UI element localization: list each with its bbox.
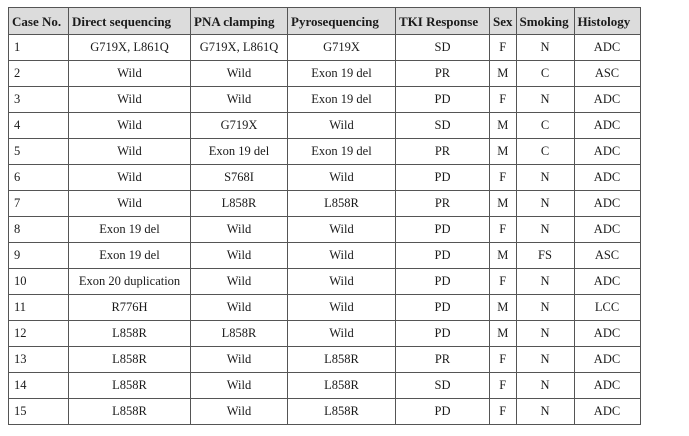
pyrosequencing-cell: L858R <box>288 191 396 217</box>
sex-cell: F <box>490 87 517 113</box>
sex-cell: M <box>490 321 517 347</box>
tki-response-cell: PD <box>396 321 490 347</box>
sex-cell: F <box>490 373 517 399</box>
tki-response-cell: PD <box>396 243 490 269</box>
pna-clamping-cell: Wild <box>191 269 288 295</box>
smoking-cell: N <box>516 373 574 399</box>
pna-clamping-cell: Wild <box>191 243 288 269</box>
direct-sequencing-cell: R776H <box>69 295 191 321</box>
table-row <box>9 35 641 61</box>
pyrosequencing-cell: Wild <box>288 217 396 243</box>
histology-cell: LCC <box>574 295 640 321</box>
direct-sequencing-cell: Wild <box>69 139 191 165</box>
direct-sequencing-cell: Wild <box>69 191 191 217</box>
histology-cell: ADC <box>574 113 640 139</box>
header-sex: Sex <box>490 8 517 35</box>
tki-response-cell: PD <box>396 269 490 295</box>
histology-cell: ADC <box>574 87 640 113</box>
smoking-cell: N <box>516 321 574 347</box>
tki-response-cell: PD <box>396 87 490 113</box>
table-body <box>9 35 641 425</box>
histology-cell: ADC <box>574 347 640 373</box>
pna-clamping-cell: S768I <box>191 165 288 191</box>
case-no-cell: 10 <box>9 269 69 295</box>
smoking-cell: N <box>516 87 574 113</box>
pyrosequencing-cell: Wild <box>288 243 396 269</box>
table-row <box>9 217 641 243</box>
table-row <box>9 191 641 217</box>
direct-sequencing-cell: L858R <box>69 321 191 347</box>
pna-clamping-cell: Exon 19 del <box>191 139 288 165</box>
pna-clamping-cell: Wild <box>191 87 288 113</box>
pyrosequencing-cell: Wild <box>288 321 396 347</box>
pyrosequencing-cell: Exon 19 del <box>288 61 396 87</box>
case-no-cell: 2 <box>9 61 69 87</box>
case-no-cell: 15 <box>9 399 69 425</box>
histology-cell: ADC <box>574 321 640 347</box>
pyrosequencing-cell: L858R <box>288 347 396 373</box>
histology-cell: ADC <box>574 399 640 425</box>
pyrosequencing-cell: L858R <box>288 399 396 425</box>
header-histology: Histology <box>574 8 640 35</box>
case-no-cell: 9 <box>9 243 69 269</box>
pyrosequencing-cell: Wild <box>288 165 396 191</box>
sex-cell: M <box>490 295 517 321</box>
sex-cell: M <box>490 113 517 139</box>
pyrosequencing-cell: Wild <box>288 269 396 295</box>
direct-sequencing-cell: Wild <box>69 87 191 113</box>
case-no-cell: 12 <box>9 321 69 347</box>
direct-sequencing-cell: L858R <box>69 399 191 425</box>
direct-sequencing-cell: Exon 20 duplication <box>69 269 191 295</box>
case-no-cell: 14 <box>9 373 69 399</box>
histology-cell: ADC <box>574 269 640 295</box>
smoking-cell: N <box>516 347 574 373</box>
sex-cell: F <box>490 399 517 425</box>
sex-cell: M <box>490 191 517 217</box>
tki-response-cell: PR <box>396 61 490 87</box>
tki-response-cell: PD <box>396 165 490 191</box>
case-no-cell: 3 <box>9 87 69 113</box>
case-no-cell: 8 <box>9 217 69 243</box>
smoking-cell: C <box>516 113 574 139</box>
histology-cell: ADC <box>574 35 640 61</box>
tki-response-cell: PR <box>396 139 490 165</box>
smoking-cell: N <box>516 399 574 425</box>
header-smoking: Smoking <box>516 8 574 35</box>
sex-cell: M <box>490 61 517 87</box>
histology-cell: ASC <box>574 61 640 87</box>
case-no-cell: 11 <box>9 295 69 321</box>
header-pna-clamping: PNA clamping <box>191 8 288 35</box>
pyrosequencing-cell: Wild <box>288 295 396 321</box>
tki-response-cell: PD <box>396 399 490 425</box>
table-row <box>9 243 641 269</box>
direct-sequencing-cell: L858R <box>69 347 191 373</box>
pyrosequencing-cell: G719X <box>288 35 396 61</box>
pna-clamping-cell: Wild <box>191 295 288 321</box>
histology-cell: ADC <box>574 165 640 191</box>
header-row <box>9 8 641 35</box>
direct-sequencing-cell: Exon 19 del <box>69 217 191 243</box>
header-case-no: Case No. <box>9 8 69 35</box>
sex-cell: M <box>490 243 517 269</box>
smoking-cell: FS <box>516 243 574 269</box>
table-row <box>9 295 641 321</box>
pyrosequencing-cell: Wild <box>288 113 396 139</box>
direct-sequencing-cell: Wild <box>69 165 191 191</box>
tki-response-cell: PD <box>396 295 490 321</box>
table-row <box>9 399 641 425</box>
pna-clamping-cell: Wild <box>191 217 288 243</box>
sex-cell: M <box>490 139 517 165</box>
smoking-cell: C <box>516 61 574 87</box>
table-row <box>9 165 641 191</box>
pyrosequencing-cell: Exon 19 del <box>288 87 396 113</box>
table-row <box>9 87 641 113</box>
case-no-cell: 5 <box>9 139 69 165</box>
tki-response-cell: PD <box>396 217 490 243</box>
smoking-cell: C <box>516 139 574 165</box>
table-row <box>9 139 641 165</box>
egfr-mutation-table <box>8 7 641 425</box>
pna-clamping-cell: G719X <box>191 113 288 139</box>
pyrosequencing-cell: L858R <box>288 373 396 399</box>
histology-cell: ASC <box>574 243 640 269</box>
direct-sequencing-cell: Exon 19 del <box>69 243 191 269</box>
table-row <box>9 113 641 139</box>
table-container <box>8 7 641 425</box>
smoking-cell: N <box>516 165 574 191</box>
table-header <box>9 8 641 35</box>
case-no-cell: 7 <box>9 191 69 217</box>
smoking-cell: N <box>516 295 574 321</box>
sex-cell: F <box>490 269 517 295</box>
tki-response-cell: SD <box>396 35 490 61</box>
table-row <box>9 347 641 373</box>
pna-clamping-cell: Wild <box>191 373 288 399</box>
smoking-cell: N <box>516 35 574 61</box>
case-no-cell: 1 <box>9 35 69 61</box>
direct-sequencing-cell: L858R <box>69 373 191 399</box>
smoking-cell: N <box>516 269 574 295</box>
histology-cell: ADC <box>574 217 640 243</box>
smoking-cell: N <box>516 217 574 243</box>
tki-response-cell: PR <box>396 347 490 373</box>
table-row <box>9 373 641 399</box>
direct-sequencing-cell: Wild <box>69 61 191 87</box>
header-pyrosequencing: Pyrosequencing <box>288 8 396 35</box>
histology-cell: ADC <box>574 191 640 217</box>
pna-clamping-cell: Wild <box>191 399 288 425</box>
direct-sequencing-cell: G719X, L861Q <box>69 35 191 61</box>
direct-sequencing-cell: Wild <box>69 113 191 139</box>
table-row <box>9 61 641 87</box>
pna-clamping-cell: L858R <box>191 321 288 347</box>
smoking-cell: N <box>516 191 574 217</box>
case-no-cell: 6 <box>9 165 69 191</box>
header-tki-response: TKI Response <box>396 8 490 35</box>
sex-cell: F <box>490 217 517 243</box>
histology-cell: ADC <box>574 373 640 399</box>
pna-clamping-cell: Wild <box>191 61 288 87</box>
header-direct-sequencing: Direct sequencing <box>69 8 191 35</box>
table-row <box>9 321 641 347</box>
sex-cell: F <box>490 165 517 191</box>
histology-cell: ADC <box>574 139 640 165</box>
tki-response-cell: SD <box>396 373 490 399</box>
pna-clamping-cell: G719X, L861Q <box>191 35 288 61</box>
pna-clamping-cell: L858R <box>191 191 288 217</box>
sex-cell: F <box>490 347 517 373</box>
tki-response-cell: PR <box>396 191 490 217</box>
pyrosequencing-cell: Exon 19 del <box>288 139 396 165</box>
table-row <box>9 269 641 295</box>
sex-cell: F <box>490 35 517 61</box>
case-no-cell: 4 <box>9 113 69 139</box>
case-no-cell: 13 <box>9 347 69 373</box>
pna-clamping-cell: Wild <box>191 347 288 373</box>
tki-response-cell: SD <box>396 113 490 139</box>
